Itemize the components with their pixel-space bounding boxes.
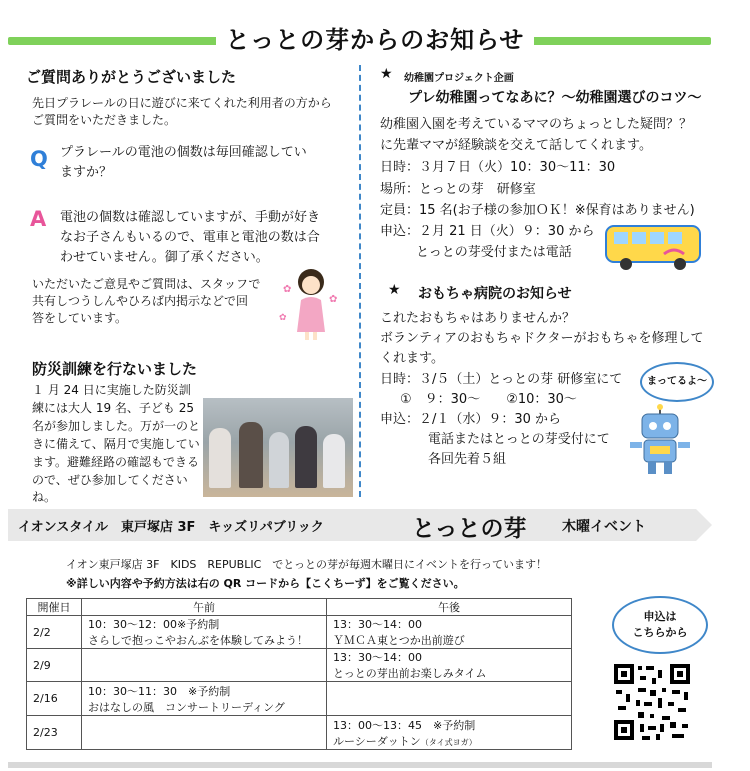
table-row: [27, 649, 572, 682]
toy-line2: ボランティアのおもちゃドクターがおもちゃを修理して: [380, 331, 704, 346]
robot-speech-bubble: まってるよ～: [640, 362, 714, 402]
row-date: 2/16: [27, 682, 82, 716]
row-pm: [327, 716, 572, 750]
question-line1: プラレールの電池の個数は毎回確認してい: [60, 145, 307, 160]
drill-heading: 防災訓練を行ないました: [32, 360, 198, 378]
q-icon: Q: [30, 147, 48, 171]
star-icon-toy: ★: [388, 282, 401, 298]
pm-title-sub: （タイ式ヨガ）: [420, 737, 477, 747]
note-line2: 共有しつうしんやひろば内掲示などで回: [32, 294, 249, 308]
project-label: 幼稚園プロジェクト企画: [404, 73, 514, 84]
row-date: 2/2: [27, 616, 82, 649]
staff-woman-illustration: [275, 262, 345, 340]
toy-line3: くれます。: [380, 351, 444, 366]
table-row: [27, 716, 572, 750]
project-date: 日時：３月７日（火）10：30～11：30: [380, 160, 616, 175]
toy-line1: これたおもちゃはありませんか？: [380, 311, 576, 326]
project-capacity: 定員：15 名(お子様の参加ＯＫ！※保育はありません): [380, 203, 695, 218]
star-icon-project: ★: [380, 66, 393, 82]
toy-apply1: 申込：２/１（水）９：30 から: [380, 412, 562, 427]
toy-apply2: 電話またはとっとの芽受付にて: [428, 432, 610, 447]
svg-text:✿: ✿: [283, 284, 292, 295]
row-am: [82, 649, 327, 682]
event-banner-arrow: [696, 509, 712, 541]
am-time: 10：30～12：00※予約制: [88, 618, 220, 631]
svg-text:✿: ✿: [329, 294, 338, 305]
pm-time: 13：30～14：00: [333, 651, 422, 664]
row-pm: [327, 649, 572, 682]
event-schedule-table: [26, 598, 572, 750]
project-line1: 幼稚園入園を考えているママのちょっとした疑問？？: [380, 117, 693, 132]
qr-bubble-line2: こちらから: [632, 626, 688, 639]
toy-title: おもちゃ病院のお知らせ: [418, 286, 572, 302]
robot-illustration: [628, 404, 700, 478]
row-am: [82, 682, 327, 716]
drill-line6: ので、ぜひ参加してくださいね。: [32, 473, 188, 504]
event-intro: イオン東戸塚店 3F KIDS REPUBLIC でとっとの芽が毎週木曜日にイベントを行っています！: [66, 558, 548, 571]
event-banner-logo: とっとの芽: [412, 516, 527, 542]
answer-line1: 電池の個数は確認していますが、手動が好き: [60, 210, 321, 225]
pm-title-main: ルーシーダットン: [333, 734, 421, 748]
qr-speech-bubble: [612, 596, 708, 654]
project-line2: に先輩ママが経験談を交えて話してくれます。: [380, 138, 652, 153]
project-place: 場所：とっとの芽 研修室: [380, 182, 536, 197]
drill-line2: 練には大人 19 名、子ども 25: [32, 401, 194, 415]
toy-slots: ① ９：30～ ②10：30～: [400, 392, 577, 407]
event-note: ※詳しい内容や予約方法は右の QR コードから【こくちーず】をご覧ください。: [66, 577, 465, 590]
answer-line3: わせていません。御了承ください。: [60, 250, 269, 265]
column-divider: [359, 65, 361, 497]
header-date: 開催日: [27, 599, 82, 616]
row-am: [82, 616, 327, 649]
toy-date: 日時：３/５（土）とっとの芽 研修室にて: [380, 372, 623, 387]
row-date: 2/23: [27, 716, 82, 750]
qa-intro-line2: ご質問をいただきました。: [32, 113, 177, 127]
table-row: [27, 682, 572, 716]
pm-title: ＹＭＣＡ東とつか出前遊び: [333, 634, 465, 647]
qa-intro-line1: 先日プラレールの日に遊びに来てくれた利用者の方から: [32, 96, 332, 110]
note-line3: 答をしています。: [32, 311, 128, 325]
pm-title: とっとの芽出前お楽しみタイム: [333, 667, 487, 680]
qr-bubble-line1: 申込は: [643, 610, 677, 623]
pm-title: [333, 733, 565, 749]
qr-code-icon[interactable]: [612, 662, 692, 742]
am-title: さらしで抱っこやおんぶを体験してみよう！: [88, 634, 308, 647]
drill-photo: [203, 398, 353, 497]
school-bus-illustration: [604, 220, 704, 272]
page-title: [0, 20, 750, 55]
svg-text:✿: ✿: [279, 313, 287, 323]
row-date: 2/9: [27, 649, 82, 682]
pm-time: 13：30～14：00: [333, 618, 422, 631]
row-am: [82, 716, 327, 750]
drill-line4: きに備えて、隔月で実施してい: [32, 437, 200, 451]
header-pm: 午後: [327, 599, 572, 616]
note-line1: いただいたご意見やご質問は、スタッフで: [32, 277, 261, 291]
table-header-row: [27, 599, 572, 616]
header-am: 午前: [82, 599, 327, 616]
drill-line3: 名が参加しました。万が一のと: [32, 419, 201, 433]
table-row: [27, 616, 572, 649]
project-title: プレ幼稚園ってなあに？～幼稚園選びのコツ～: [408, 90, 702, 106]
event-banner-suffix: 木曜イベント: [562, 519, 646, 535]
drill-line1: １ 月 24 日に実施した防災訓: [32, 383, 191, 397]
row-pm: [327, 682, 572, 716]
event-banner-place: イオンスタイル 東戸塚店 3F キッズリパブリック: [18, 520, 324, 535]
row-pm: [327, 616, 572, 649]
toy-apply3: 各回先着５組: [428, 452, 507, 467]
page-title-text: とっとの芽からのお知らせ: [216, 26, 535, 54]
am-title: おはなしの風 コンサートリーディング: [88, 700, 285, 714]
a-icon: A: [30, 207, 47, 231]
question-line2: ますか？: [60, 165, 113, 180]
answer-line2: なお子さんもいるので、電車と電池の数は合: [60, 230, 320, 245]
am-time: 10：30～11：30 ※予約制: [88, 684, 231, 698]
bottom-bar: [8, 762, 712, 768]
qa-heading: ご質問ありがとうございました: [26, 68, 237, 86]
drill-line5: ます。避難経路の確認もできる: [32, 455, 200, 469]
project-apply2: とっとの芽受付または電話: [416, 245, 572, 260]
project-apply1: 申込：２月 21 日（火）９：30 から: [380, 224, 595, 239]
pm-time: 13：00～13：45 ※予約制: [333, 718, 476, 732]
